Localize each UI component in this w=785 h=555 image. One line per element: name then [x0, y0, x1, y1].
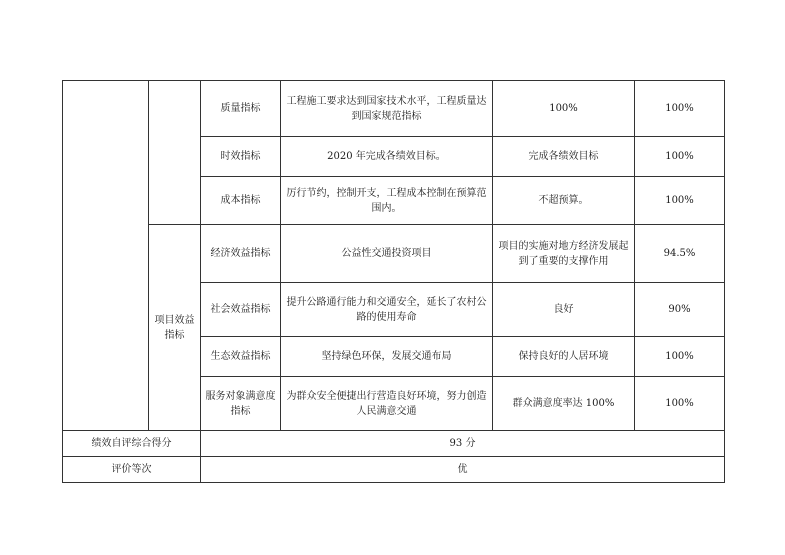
indicator-score: 94.5% — [635, 225, 725, 283]
indicator-actual: 群众满意度率达 100% — [493, 377, 635, 431]
grade-value: 优 — [201, 457, 725, 483]
indicator-name: 经济效益指标 — [201, 225, 281, 283]
indicator-score: 100% — [635, 137, 725, 177]
table-row — [63, 225, 725, 283]
indicator-content: 工程施工要求达到国家技术水平，工程质量达到国家规范指标 — [281, 81, 493, 137]
indicator-content: 坚持绿色环保，发展交通布局 — [281, 337, 493, 377]
table-row — [63, 81, 725, 137]
score-label: 绩效自评综合得分 — [63, 431, 201, 457]
score-value: 93 分 — [201, 431, 725, 457]
indicator-score: 100% — [635, 337, 725, 377]
indicator-name: 社会效益指标 — [201, 283, 281, 337]
grade-label: 评价等次 — [63, 457, 201, 483]
output-category-cell — [149, 81, 201, 225]
indicator-content: 公益性交通投资项目 — [281, 225, 493, 283]
indicator-name: 生态效益指标 — [201, 337, 281, 377]
indicator-name: 服务对象满意度指标 — [201, 377, 281, 431]
indicator-actual: 100% — [493, 81, 635, 137]
summary-row — [63, 457, 725, 483]
indicator-actual: 完成各绩效目标 — [493, 137, 635, 177]
indicator-score: 100% — [635, 377, 725, 431]
indicator-content: 提升公路通行能力和交通安全，延长了农村公路的使用寿命 — [281, 283, 493, 337]
indicator-content: 为群众安全便捷出行营造良好环境，努力创造人民满意交通 — [281, 377, 493, 431]
indicator-score: 100% — [635, 177, 725, 225]
group-label: 项目效益指标 — [149, 225, 201, 431]
indicator-score: 90% — [635, 283, 725, 337]
indicator-actual: 项目的实施对地方经济发展起到了重要的支撑作用 — [493, 225, 635, 283]
summary-row — [63, 431, 725, 457]
indicator-name: 时效指标 — [201, 137, 281, 177]
indicator-actual: 良好 — [493, 283, 635, 337]
indicator-content: 厉行节约，控制开支，工程成本控制在预算范围内。 — [281, 177, 493, 225]
indicator-actual: 不超预算。 — [493, 177, 635, 225]
performance-table — [62, 80, 725, 483]
indicator-actual: 保持良好的人居环境 — [493, 337, 635, 377]
outer-category-cell — [63, 81, 149, 431]
indicator-name: 成本指标 — [201, 177, 281, 225]
indicator-score: 100% — [635, 81, 725, 137]
indicator-content: 2020 年完成各绩效目标。 — [281, 137, 493, 177]
indicator-name: 质量指标 — [201, 81, 281, 137]
